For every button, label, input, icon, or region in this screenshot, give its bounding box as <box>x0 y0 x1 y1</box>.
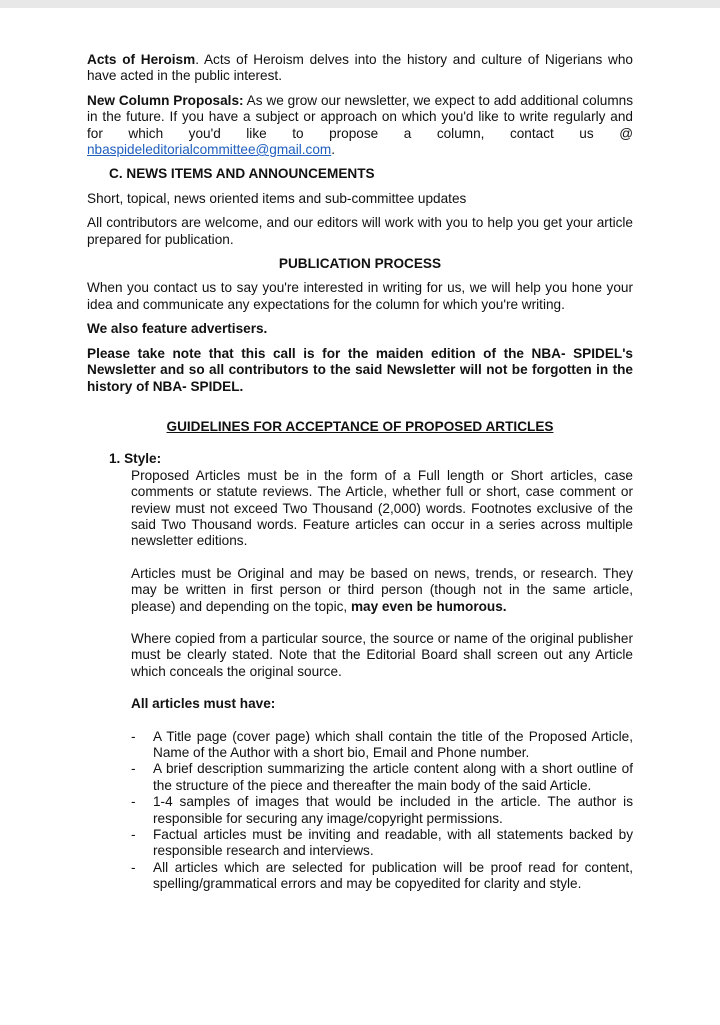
acts-of-heroism-title: Acts of Heroism <box>87 52 196 67</box>
style-heading <box>109 451 633 467</box>
acts-of-heroism-text: . Acts of Heroism delves into the history and culture of Nigerians who have acted in the public interest. <box>87 52 633 84</box>
maiden-edition-notice <box>87 346 633 395</box>
list-item: - A brief description summarizing the article content along with a short outline of the structure of the piece and thereafter the main body of the said Article. <box>131 761 633 794</box>
list-item: - Factual articles must be inviting and readable, with all statements backed by responsible research and interviews. <box>131 827 633 860</box>
list-item: - All articles which are selected for publication will be proof read for content, spelling/grammatical errors and may be copyedited for clarity and style. <box>131 860 633 893</box>
humorous-emphasis: may even be humorous. <box>350 598 507 614</box>
must-have-heading-text: All articles must have: <box>131 696 276 712</box>
must-have-heading <box>131 696 633 712</box>
editorial-email-link[interactable]: nbaspideleditorialcommittee@gmail.com <box>87 142 332 158</box>
news-items-paragraph-2: All contributors are welcome, and our editors will work with you to help you get your article prepared for publication. <box>87 215 633 247</box>
news-items-paragraph-1: Short, topical, news oriented items and sub-committee updates <box>87 190 467 206</box>
style-paragraph-2-text: Articles must be Original and may be based on news, trends, or research. They may be written in first person or third person (though not in the same article, please) and depending on the topic, <box>131 565 633 614</box>
style-heading-text: 1. Style: <box>109 451 162 467</box>
advertisers-text: We also feature advertisers. <box>87 321 268 337</box>
publication-process-paragraph: When you contact us to say you're interested in writing for us, we will help you hone your idea and communicate any expectations for the column for which you're writing. <box>87 280 633 312</box>
advertisers-note <box>87 321 633 337</box>
column-proposals-paragraph <box>87 93 633 159</box>
publication-process-heading: PUBLICATION PROCESS <box>278 256 442 272</box>
column-proposals-title: New Column Proposals: <box>87 92 244 108</box>
document-page <box>87 52 633 893</box>
news-items-heading: C. NEWS ITEMS AND ANNOUNCEMENTS <box>109 166 375 182</box>
list-item: - 1-4 samples of images that would be included in the article. The author is responsible for securing any image/copyright permissions. <box>131 794 633 827</box>
maiden-edition-notice-text: Please take note that this call is for the maiden edition of the NBA- SPIDEL's Newsletter and so all contributors to the said Newsletter will not be forgotten in the history of NBA- SPIDEL. <box>87 345 633 394</box>
requirements-list <box>131 729 633 893</box>
style-paragraph-3: Where copied from a particular source, the source or name of the original publisher must be clearly stated. Note that the Editorial Board shall screen out any Article which conceals the original source. <box>131 630 633 679</box>
guidelines-heading: GUIDELINES FOR ACCEPTANCE OF PROPOSED ARTICLES <box>166 418 554 434</box>
acts-of-heroism-paragraph <box>87 52 633 85</box>
column-proposals-text: As we grow our newsletter, we expect to add additional columns in the future. If you have a subject or approach on which you'd like to write regularly and for which you'd like to propose a column, contact us @ <box>87 92 633 141</box>
list-item: - A Title page (cover page) which shall contain the title of the Proposed Article, Name of the Author with a short bio, Email and Phone number. <box>131 729 633 762</box>
style-paragraph-1: Proposed Articles must be in the form of a Full length or Short articles, case comments or statute reviews. The Article, whether full or short, case comment or review must not exceed Two Thousand (2,000) words. Footnotes exclusive of the said Two Thousand words. Feature articles can occur in a series across multiple newsletter editions. <box>131 467 633 549</box>
style-paragraph-2 <box>131 566 633 615</box>
top-bar <box>0 0 720 8</box>
column-proposals-end: . <box>331 142 336 158</box>
